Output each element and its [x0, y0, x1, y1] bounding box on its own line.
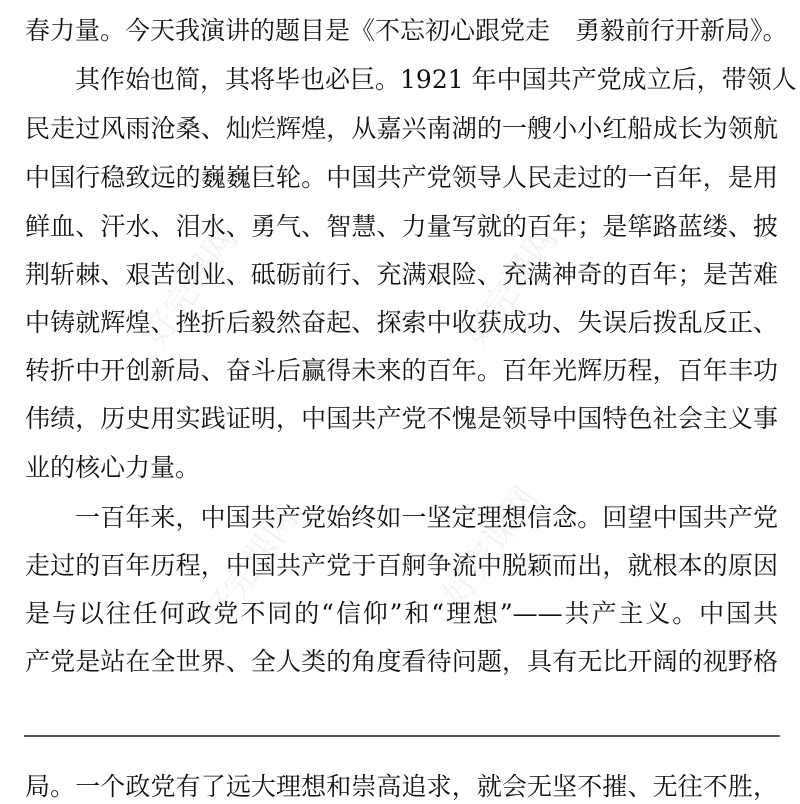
- text-line: 荆斩棘、艰苦创业、砥砺前行、充满艰险、充满神奇的百年；是苦难: [25, 260, 778, 289]
- text-line: 春力量。今天我演讲的题目是《不忘初心跟党走 勇毅前行开新局》。: [25, 16, 788, 45]
- paragraph-start-line: 其作始也简，其将毕也必巨。1921 年中国共产党成立后，带领人: [75, 65, 797, 94]
- text-line: 中国行稳致远的巍巍巨轮。中国共产党领导人民走过的一百年，是用: [25, 163, 778, 192]
- page-break-divider: [24, 735, 780, 737]
- text-line: 是与以往任何政党不同的“信仰”和“理想”——共产主义。中国共: [25, 599, 778, 628]
- watermark: 好完课网: [435, 479, 547, 614]
- watermark: 好完课网: [195, 499, 307, 634]
- text-line: 鲜血、汗水、泪水、勇气、智慧、力量写就的百年；是筚路蓝缕、披: [25, 212, 778, 241]
- watermark: 好完课网: [455, 219, 567, 354]
- text-line: 业的核心力量。: [25, 453, 201, 482]
- text-line: 伟绩，历史用实践证明，中国共产党不愧是领导中国特色社会主义事: [25, 404, 778, 433]
- text-line: 中铸就辉煌、挫折后毅然奋起、探索中收获成功、失误后拨乱反正、: [25, 308, 778, 337]
- text-line: 走过的百年历程，中国共产党于百舸争流中脱颖而出，就根本的原因: [25, 551, 778, 580]
- text-line: 转折中开创新局、奋斗后赢得未来的百年。百年光辉历程，百年丰功: [25, 356, 778, 385]
- watermark: 好完课网: [135, 219, 247, 354]
- paragraph-start-line: 一百年来，中国共产党始终如一坚定理想信念。回望中国共产党: [75, 503, 778, 532]
- text-line: 民走过风雨沧桑、灿烂辉煌，从嘉兴南湖的一艘小小红船成长为领航: [25, 114, 778, 143]
- text-line: 产党是站在全世界、全人类的角度看待问题，具有无比开阔的视野格: [25, 647, 778, 676]
- text-line: 局。一个政党有了远大理想和崇高追求，就会无坚不摧、无往不胜，: [25, 772, 778, 801]
